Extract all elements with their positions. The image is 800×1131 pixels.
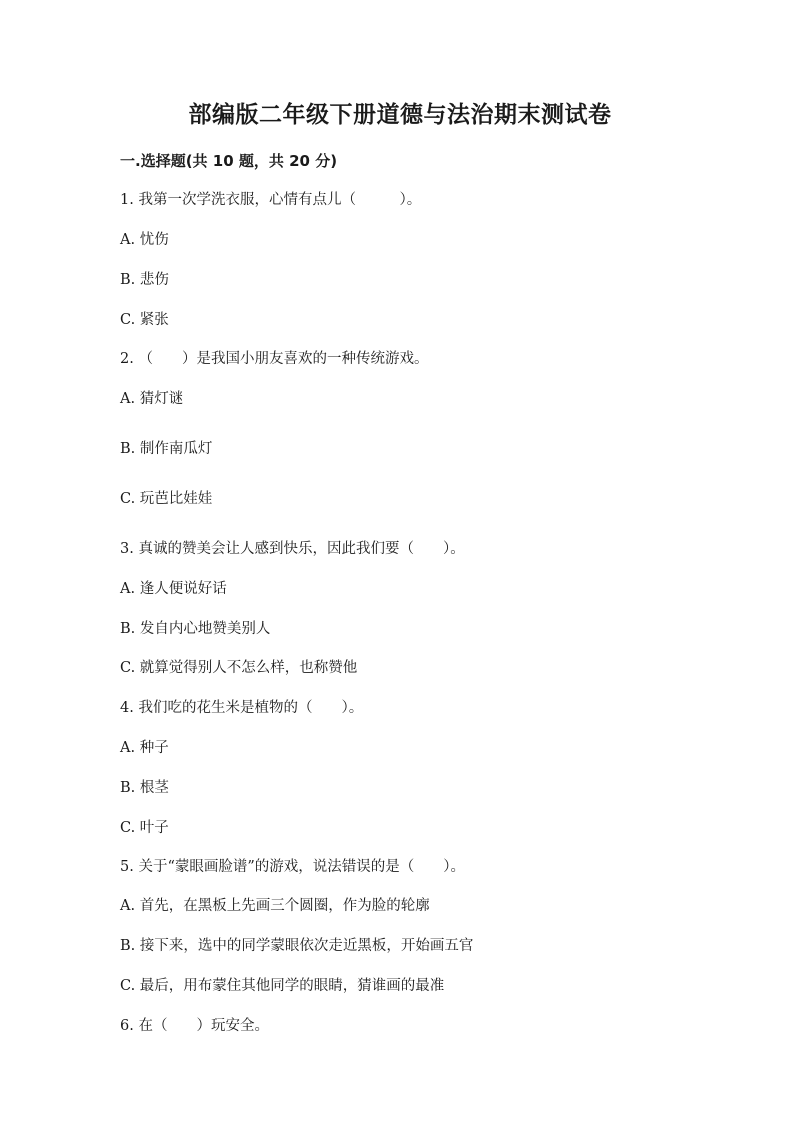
section-heading: 一.选择题(共 10 题，共 20 分) xyxy=(120,152,338,170)
question-option: C. 紧张 xyxy=(120,312,169,328)
question-option: A. 猜灯谜 xyxy=(120,391,184,407)
question-option: B. 根茎 xyxy=(120,780,169,796)
question-option: C. 就算觉得别人不怎么样，也称赞他 xyxy=(120,660,358,676)
question-option: C. 玩芭比娃娃 xyxy=(120,491,213,507)
question-option: A. 忧伤 xyxy=(120,232,169,248)
question-stem: 1. 我第一次学洗衣服，心情有点儿（ ）。 xyxy=(120,192,422,208)
question-option: A. 首先，在黑板上先画三个圆圈，作为脸的轮廓 xyxy=(120,898,430,914)
question-option: B. 接下来，选中的同学蒙眼依次走近黑板，开始画五官 xyxy=(120,938,474,954)
question-option: B. 发自内心地赞美别人 xyxy=(120,621,271,637)
question-stem: 4. 我们吃的花生米是植物的（ ）。 xyxy=(120,700,364,716)
question-stem: 6. 在（ ）玩安全。 xyxy=(120,1018,269,1034)
question-option: B. 悲伤 xyxy=(120,272,169,288)
question-option: A. 逢人便说好话 xyxy=(120,581,227,597)
question-option: C. 叶子 xyxy=(120,820,169,836)
question-option: C. 最后，用布蒙住其他同学的眼睛，猜谁画的最准 xyxy=(120,978,445,994)
page-title: 部编版二年级下册道德与法治期末测试卷 xyxy=(188,102,612,128)
question-stem: 3. 真诚的赞美会让人感到快乐，因此我们要（ ）。 xyxy=(120,541,465,557)
question-option: B. 制作南瓜灯 xyxy=(120,441,213,457)
question-option: A. 种子 xyxy=(120,740,169,756)
question-stem: 2. （ ）是我国小朋友喜欢的一种传统游戏。 xyxy=(120,351,429,367)
question-stem: 5. 关于“蒙眼画脸谱”的游戏，说法错误的是（ ）。 xyxy=(120,859,466,875)
